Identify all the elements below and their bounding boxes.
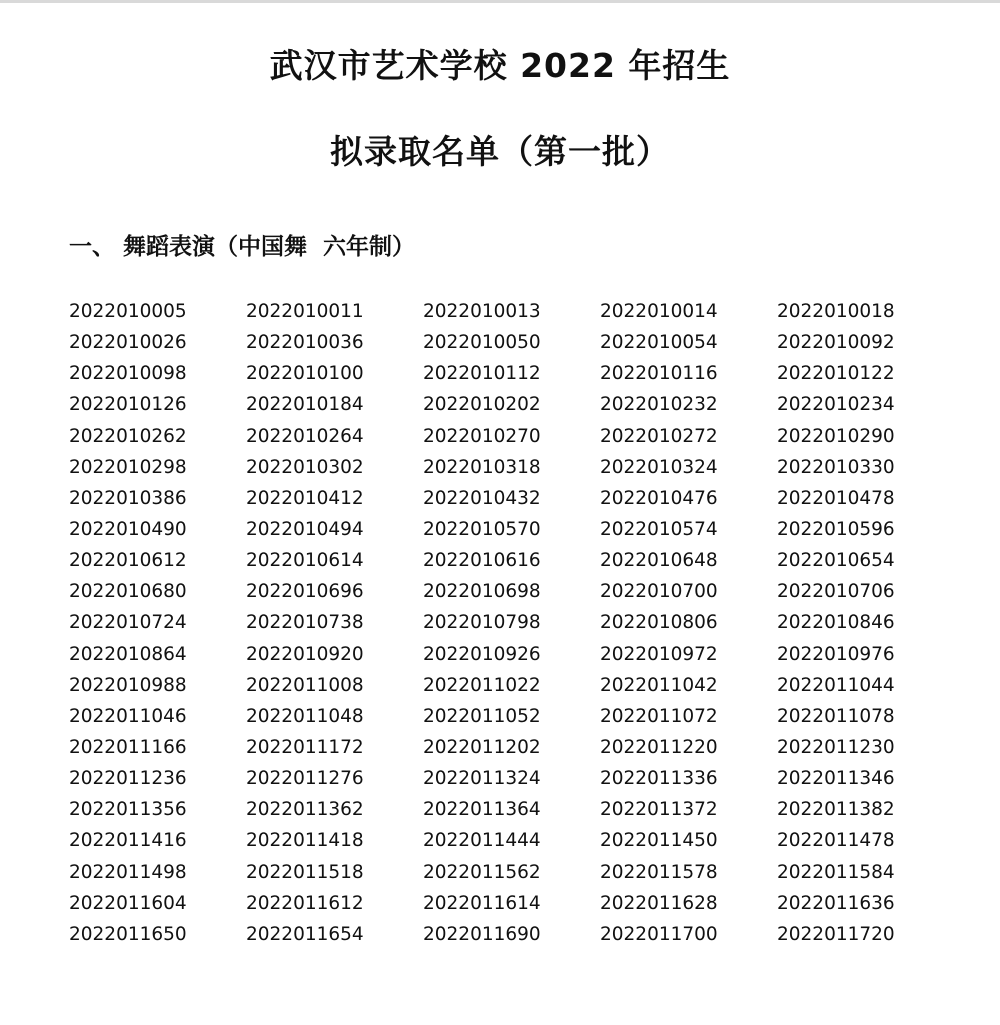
admission-id: 2022011614	[423, 892, 541, 914]
admission-id: 2022011372	[600, 799, 718, 821]
admission-id: 2022010100	[246, 363, 364, 385]
admission-id: 2022011650	[69, 923, 187, 945]
admission-id: 2022010302	[246, 456, 364, 478]
admission-id: 2022010432	[423, 487, 541, 509]
admission-id-list	[69, 296, 969, 950]
admission-id: 2022010570	[423, 518, 541, 540]
admission-id: 2022011236	[69, 768, 187, 790]
admission-id: 2022010122	[777, 363, 895, 385]
admission-id: 2022011450	[600, 830, 718, 852]
admission-id: 2022010494	[246, 518, 364, 540]
admission-id: 2022010116	[600, 363, 718, 385]
admission-id: 2022010976	[777, 643, 895, 665]
admission-id: 2022011720	[777, 923, 895, 945]
admission-id: 2022010698	[423, 581, 541, 603]
admission-id: 2022010005	[69, 301, 187, 322]
admission-id: 2022010596	[777, 518, 895, 540]
admission-id: 2022011700	[600, 923, 718, 945]
admission-id: 2022010798	[423, 612, 541, 634]
admission-id: 2022010013	[423, 301, 541, 322]
admission-id: 2022010412	[246, 487, 364, 509]
admission-id: 2022010612	[69, 550, 187, 572]
admission-id: 2022010112	[423, 363, 541, 385]
admission-id: 2022010324	[600, 456, 718, 478]
admission-id: 2022011562	[423, 861, 541, 883]
admission-id: 2022011356	[69, 799, 187, 821]
document-subtitle: 拟录取名单（第一批）	[330, 132, 670, 171]
admission-id: 2022010092	[777, 332, 895, 354]
admission-id: 2022011044	[777, 674, 895, 696]
admission-id: 2022010036	[246, 332, 364, 354]
admission-id: 2022010926	[423, 643, 541, 665]
admission-id: 2022010738	[246, 612, 364, 634]
admission-id: 2022011022	[423, 674, 541, 696]
admission-id: 2022011042	[600, 674, 718, 696]
admission-id: 2022010202	[423, 394, 541, 416]
admission-id: 2022011578	[600, 861, 718, 883]
admission-id: 2022011690	[423, 923, 541, 945]
admission-id: 2022011008	[246, 674, 364, 696]
admission-id: 2022011604	[69, 892, 187, 914]
admission-id: 2022010654	[777, 550, 895, 572]
admission-id: 2022010054	[600, 332, 718, 354]
admission-id: 2022010864	[69, 643, 187, 665]
admission-id: 2022011654	[246, 923, 364, 945]
admission-id: 2022011202	[423, 736, 541, 758]
document-title: 武汉市艺术学校 2022 年招生	[269, 46, 731, 85]
admission-id: 2022010014	[600, 301, 718, 322]
admission-id: 2022010680	[69, 581, 187, 603]
admission-id: 2022011166	[69, 736, 187, 758]
section-heading: 一、 舞蹈表演（中国舞 六年制）	[69, 234, 416, 260]
admission-id: 2022010018	[777, 301, 895, 322]
admission-id: 2022010614	[246, 550, 364, 572]
admission-id: 2022011172	[246, 736, 364, 758]
admission-id: 2022010234	[777, 394, 895, 416]
admission-id: 2022010478	[777, 487, 895, 509]
admission-id: 2022011584	[777, 861, 895, 883]
admission-id: 2022010490	[69, 518, 187, 540]
admission-id: 2022010574	[600, 518, 718, 540]
admission-id: 2022011382	[777, 799, 895, 821]
admission-id: 2022011362	[246, 799, 364, 821]
admission-id: 2022010184	[246, 394, 364, 416]
admission-id: 2022010272	[600, 425, 718, 447]
admission-id: 2022011418	[246, 830, 364, 852]
admission-id: 2022011498	[69, 861, 187, 883]
admission-id: 2022010920	[246, 643, 364, 665]
admission-id: 2022010270	[423, 425, 541, 447]
admission-id: 2022011046	[69, 705, 187, 727]
admission-id: 2022010011	[246, 301, 364, 322]
admission-id: 2022010298	[69, 456, 187, 478]
admission-id: 2022010972	[600, 643, 718, 665]
admission-id: 2022011336	[600, 768, 718, 790]
admission-id: 2022010846	[777, 612, 895, 634]
admission-id: 2022011478	[777, 830, 895, 852]
admission-id: 2022011636	[777, 892, 895, 914]
admission-id: 2022010988	[69, 674, 187, 696]
admission-id: 2022010232	[600, 394, 718, 416]
admission-id: 2022011230	[777, 736, 895, 758]
admission-id: 2022010026	[69, 332, 187, 354]
admission-id: 2022011324	[423, 768, 541, 790]
admission-id: 2022011612	[246, 892, 364, 914]
admission-id: 2022011416	[69, 830, 187, 852]
admission-id: 2022010724	[69, 612, 187, 634]
page-top-border	[0, 0, 1000, 3]
admission-id: 2022011052	[423, 705, 541, 727]
admission-id: 2022011364	[423, 799, 541, 821]
admission-id: 2022011628	[600, 892, 718, 914]
admission-id: 2022010290	[777, 425, 895, 447]
admission-id: 2022010264	[246, 425, 364, 447]
admission-id: 2022010262	[69, 425, 187, 447]
admission-id: 2022010700	[600, 581, 718, 603]
admission-id: 2022011072	[600, 705, 718, 727]
admission-id: 2022010318	[423, 456, 541, 478]
admission-id: 2022010706	[777, 581, 895, 603]
admission-id: 2022010696	[246, 581, 364, 603]
admission-id: 2022011078	[777, 705, 895, 727]
admission-id: 2022010648	[600, 550, 718, 572]
admission-id: 2022011518	[246, 861, 364, 883]
admission-id: 2022010050	[423, 332, 541, 354]
admission-id: 2022011276	[246, 768, 364, 790]
admission-id: 2022010330	[777, 456, 895, 478]
admission-id: 2022010386	[69, 487, 187, 509]
admission-id: 2022011444	[423, 830, 541, 852]
admission-id: 2022011220	[600, 736, 718, 758]
admission-id: 2022010616	[423, 550, 541, 572]
admission-id: 2022010476	[600, 487, 718, 509]
admission-id: 2022010098	[69, 363, 187, 385]
admission-id: 2022011346	[777, 768, 895, 790]
admission-id: 2022011048	[246, 705, 364, 727]
admission-id: 2022010806	[600, 612, 718, 634]
admission-id: 2022010126	[69, 394, 187, 416]
